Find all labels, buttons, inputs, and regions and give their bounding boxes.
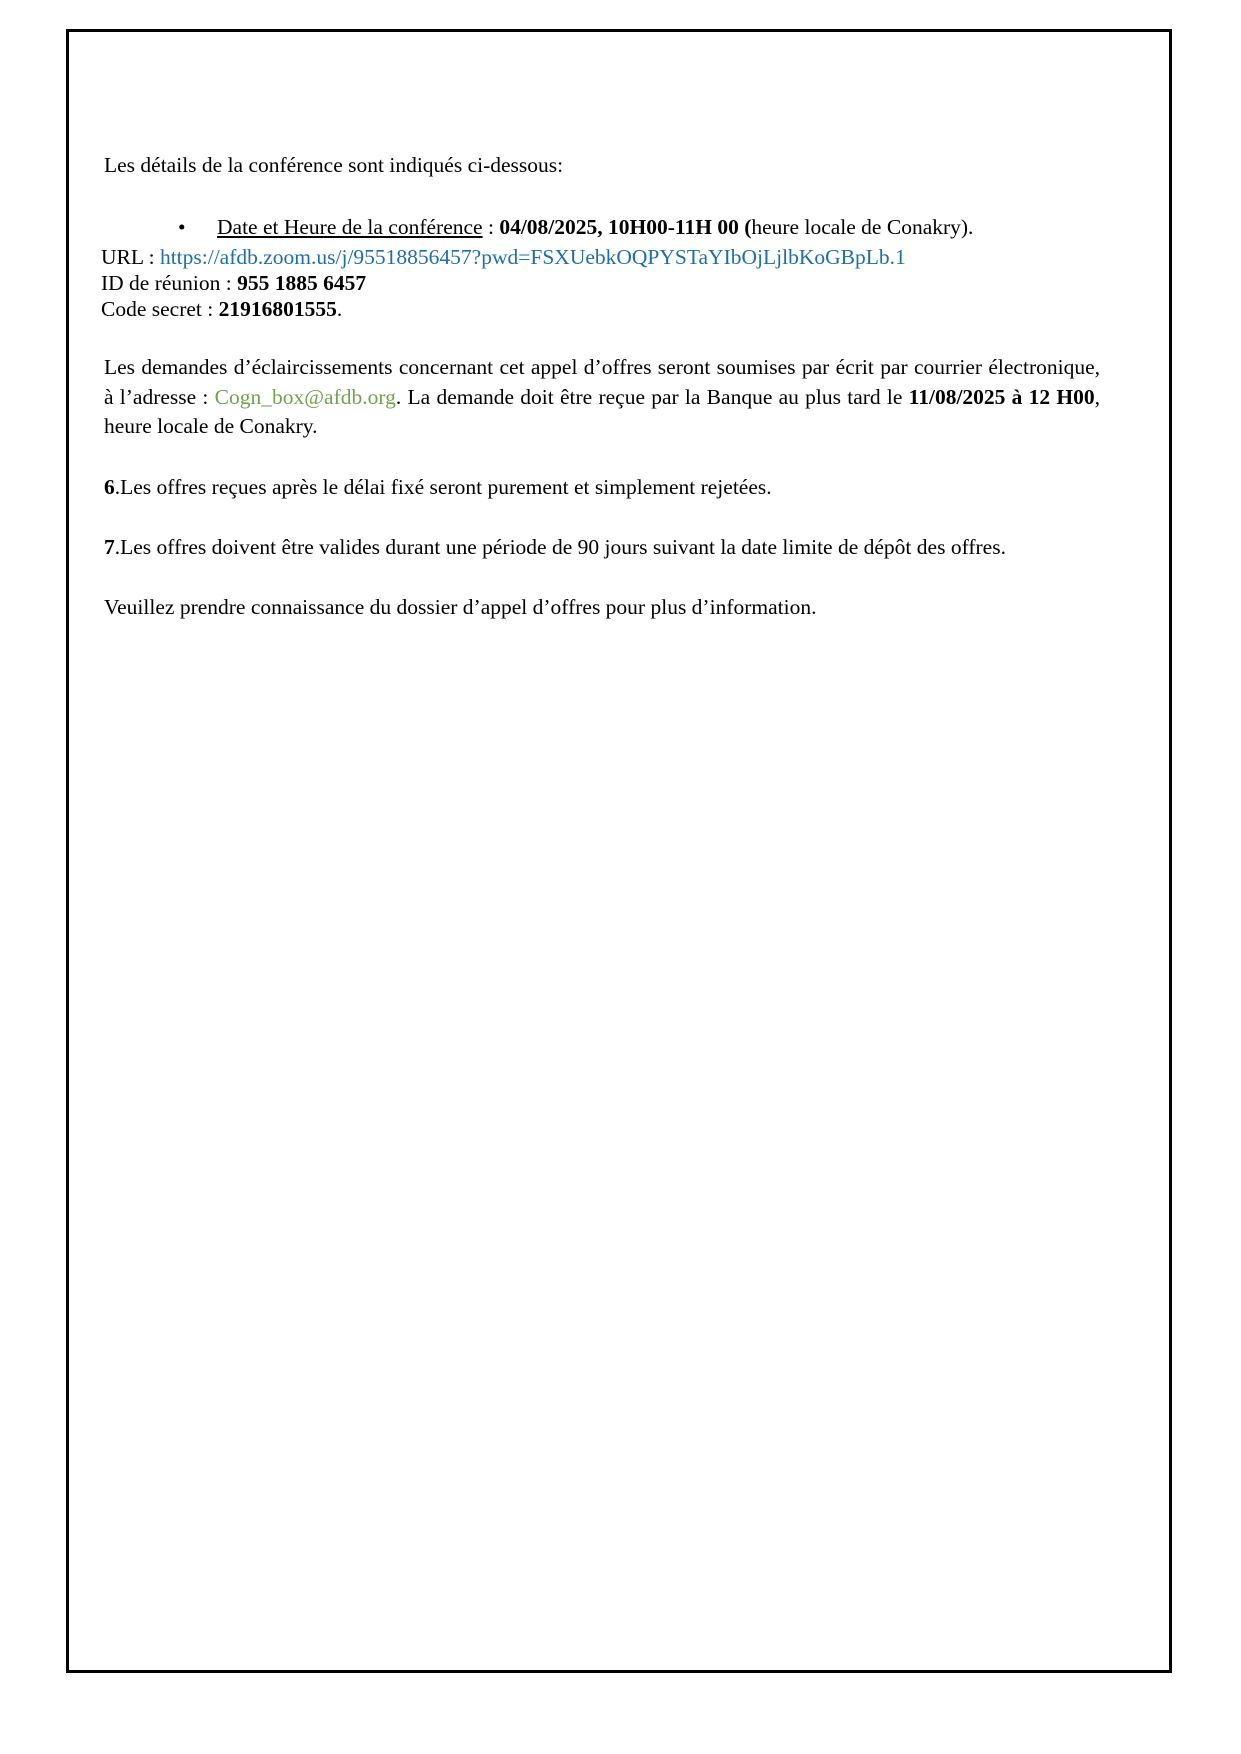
item-7 <box>104 534 1006 560</box>
clarification-deadline: 11/08/2025 à 12 H00 <box>908 384 1095 409</box>
item-7-text: .Les offres doivent être valides durant une période de 90 jours suivant la date limite de dépôt des offres. <box>114 535 1006 559</box>
item-6 <box>104 474 772 500</box>
intro-text: Les détails de la conférence sont indiqués ci-dessous: <box>104 153 564 177</box>
conference-bullet: • <box>178 215 186 239</box>
closing-text: Veuillez prendre connaissance du dossier d’appel d’offres pour plus d’information. <box>104 595 817 619</box>
item-6-number: 6 <box>104 475 115 499</box>
meeting-id-label: ID de réunion : <box>101 271 238 295</box>
clarification-text-3: , heure locale de Conakry. <box>104 384 1100 438</box>
conference-separator: : <box>482 215 500 239</box>
url-label: URL : <box>101 245 160 269</box>
item-7-number: 7 <box>104 535 115 559</box>
secret-code-end: . <box>336 297 343 321</box>
conference-datetime: 04/08/2025, 10H00-11H 00 ( <box>499 215 752 239</box>
clarification-text-1: Les demandes d’éclaircissements concernant cet appel d’offres seront soumises par écrit par courrier électronique, à l’adresse : <box>104 355 1100 409</box>
clarification-text-2: . La demande doit être reçue par la Banque au plus tard le <box>395 384 909 409</box>
secret-code-label: Code secret : <box>101 297 219 321</box>
url-line <box>101 244 906 270</box>
meeting-id-value: 955 1885 6457 <box>237 271 367 295</box>
clarification-email-link[interactable]: Cogn_box@afdb.org <box>214 384 396 409</box>
zoom-link[interactable]: https://afdb.zoom.us/j/95518856457?pwd=FSXUebkOQPYSTaYIbOjLjlbKoGBpLb.1 <box>159 245 906 269</box>
item-6-text: .Les offres reçues après le délai fixé seront purement et simplement rejetées. <box>114 475 772 499</box>
secret-code-line <box>101 296 342 322</box>
conference-line <box>217 214 973 240</box>
conference-label: Date et Heure de la conférence <box>217 215 483 239</box>
conference-timezone-note: heure locale de Conakry). <box>751 215 974 239</box>
meeting-id-line <box>101 270 366 296</box>
clarification-paragraph <box>104 353 1100 442</box>
secret-code-value: 21916801555 <box>218 297 337 321</box>
